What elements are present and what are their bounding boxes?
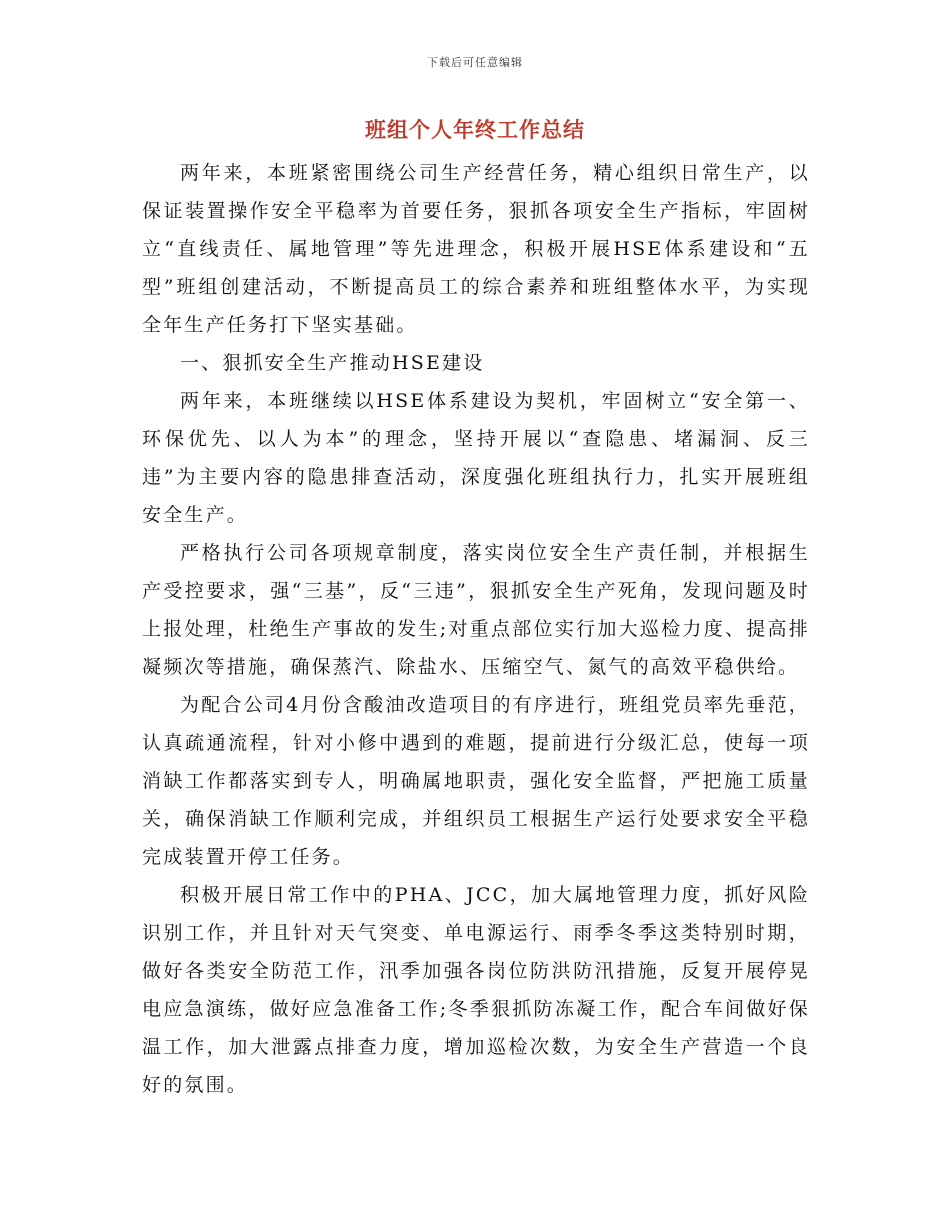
document-title: 班组个人年终工作总结 — [365, 118, 585, 142]
paragraph-intro: 两年来，本班紧密围绕公司生产经营任务，精心组织日常生产，以保证装置操作安全平稳率为首要任务，狠抓各项安全生产指标，牢固树立“直线责任、属地管理”等先进理念，积极开展HSE体系建设和“五型”班组创建活动，不断提高员工的综合素养和班组整体水平，为实现全年生产任务打下坚实基础。 — [142, 162, 810, 336]
header-note: 下载后可任意编辑 — [427, 56, 523, 69]
document-body — [142, 154, 810, 1104]
section-heading: 一、狠抓安全生产推动HSE建设 — [180, 352, 485, 374]
paragraph-regulations: 严格执行公司各项规章制度，落实岗位安全生产责任制，并根据生产受控要求，强“三基”，反“三违”，狠抓安全生产死角，发现问题及时上报处理，杜绝生产事故的发生;对重点部位实行加大巡检力度、提高排凝频次等措施，确保蒸汽、除盐水、压缩空气、氮气的高效平稳供给。 — [142, 542, 810, 678]
paragraph-hse: 两年来，本班继续以HSE体系建设为契机，牢固树立“安全第一、环保优先、以人为本”的理念，坚持开展以“查隐患、堵漏洞、反三违”为主要内容的隐患排查活动，深度强化班组执行力，扎实开展班组安全生产。 — [142, 390, 810, 526]
paragraph-project: 为配合公司4月份含酸油改造项目的有序进行，班组党员率先垂范，认真疏通流程，针对小修中遇到的难题，提前进行分级汇总，使每一项消缺工作都落实到专人，明确属地职责，强化安全监督，严把施工质量关，确保消缺工作顺利完成，并组织员工根据生产运行处要求安全平稳完成装置开停工任务。 — [142, 694, 810, 868]
paragraph-daily-work: 积极开展日常工作中的PHA、JCC，加大属地管理力度，抓好风险识别工作，并且针对天气突变、单电源运行、雨季冬季这类特别时期，做好各类安全防范工作，汛季加强各岗位防洪防汛措施，反复开展停晃电应急演练，做好应急准备工作;冬季狠抓防冻凝工作，配合车间做好保温工作，加大泄露点排查力度，增加巡检次数，为安全生产营造一个良好的氛围。 — [142, 884, 810, 1096]
